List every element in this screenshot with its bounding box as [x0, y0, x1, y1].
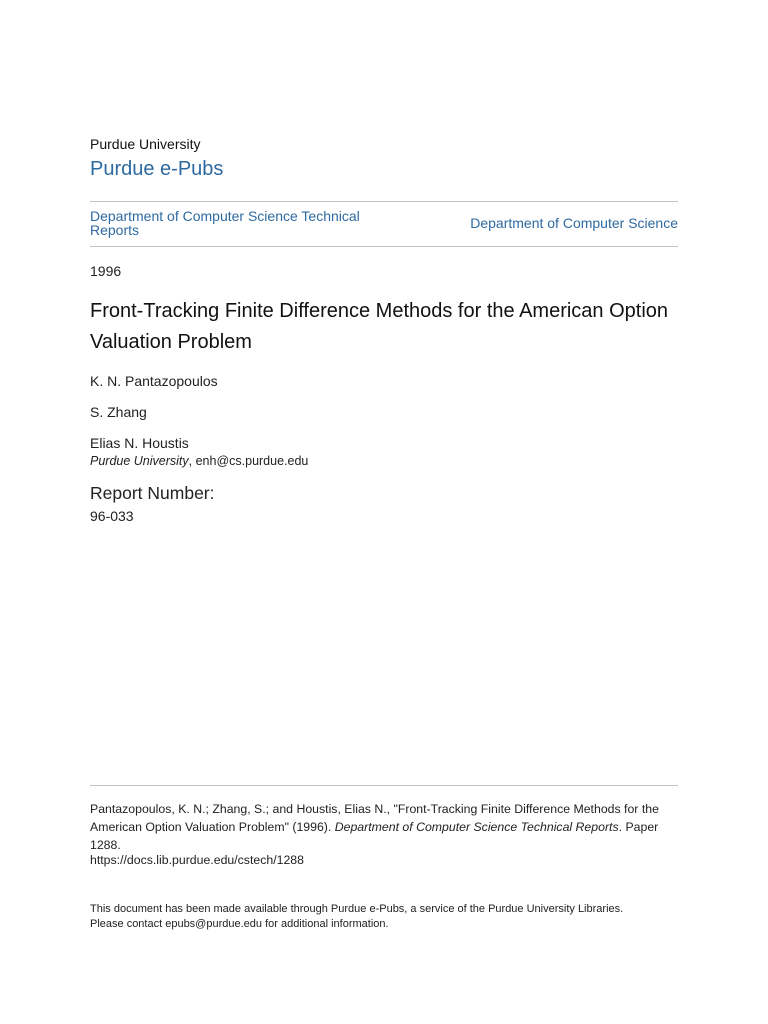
availability-notice: [90, 902, 690, 932]
author-email: , enh@cs.purdue.edu: [188, 454, 309, 468]
author-name: K. N. Pantazopoulos: [90, 373, 218, 389]
document-title: Front-Tracking Finite Difference Methods for the American Option Valuation Problem: [90, 300, 669, 353]
cover-page: [90, 0, 678, 1024]
affiliation-institution: Purdue University: [90, 454, 189, 468]
author-name: S. Zhang: [90, 404, 147, 420]
divider-middle: [90, 246, 678, 247]
author-affiliation: [90, 454, 308, 468]
citation-text: [90, 800, 680, 854]
report-number: 96-033: [90, 508, 134, 524]
citation-series: Department of Computer Science Technical Reports: [334, 820, 619, 834]
publication-year: 1996: [90, 263, 122, 279]
citation-main: Pantazopoulos, K. N.; Zhang, S.; and Houstis, Elias N., "Front-Tracking Finite Difference Methods for the American Option Valuation Problem" (1996).: [90, 802, 659, 834]
divider-bottom: [90, 785, 678, 786]
author-name: Elias N. Houstis: [90, 435, 189, 451]
repository-link[interactable]: Purdue e-Pubs: [90, 158, 224, 180]
notice-line: This document has been made available through Purdue e-Pubs, a service of the Purdue University Libraries.: [90, 903, 624, 915]
divider-top: [90, 201, 678, 202]
report-number-label: Report Number:: [90, 483, 215, 503]
notice-contact: Please contact epubs@purdue.edu for additional information.: [90, 918, 389, 930]
department-link[interactable]: Department of Computer Science: [470, 215, 678, 231]
institution-name: Purdue University: [90, 136, 201, 152]
series-link[interactable]: Department of Computer Science Technical Reports: [90, 208, 360, 238]
citation-url[interactable]: https://docs.lib.purdue.edu/cstech/1288: [90, 853, 304, 867]
citation-paper: . Paper 1288.: [90, 820, 659, 852]
